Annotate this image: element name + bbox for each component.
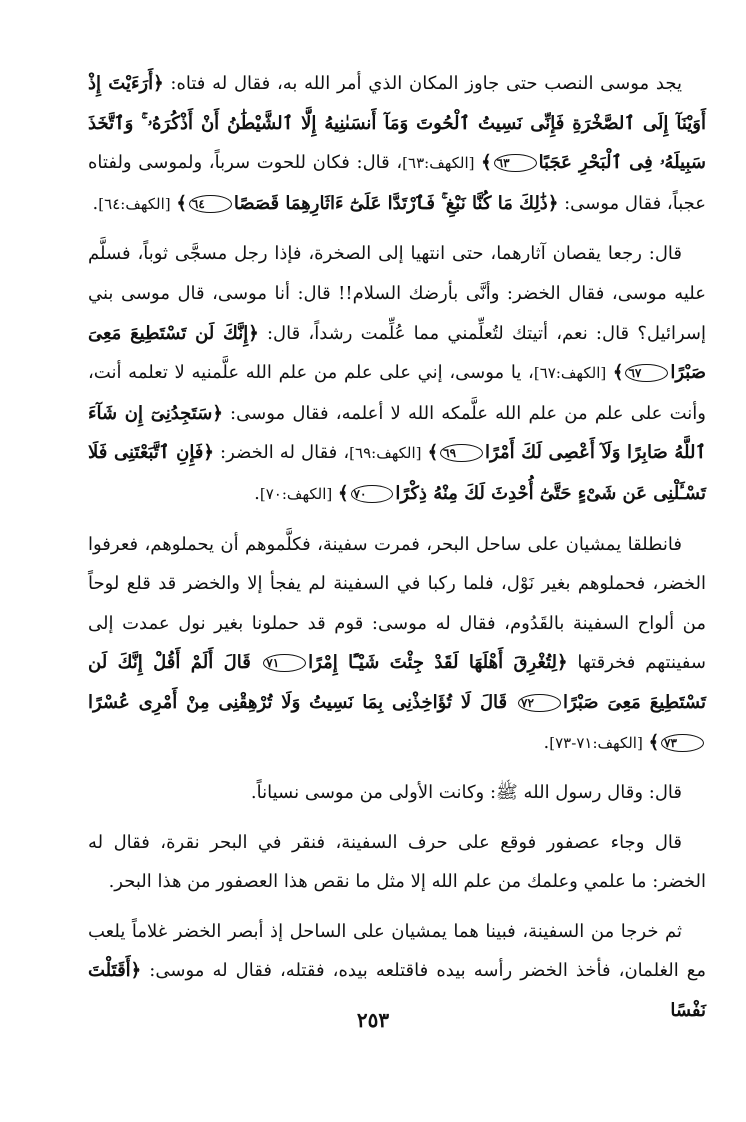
body-text: ثم خرجا من السفينة، فبينا هما يمشيان على الساحل إذ أبصر الخضر غلاماً يلعب مع الغلمان، فأخذ الخضر رأسه بيده فاقتلعه بيده، فقتله، فقال له موسى: [88, 920, 706, 982]
quran-verse: قَالَ لَا تُؤَاخِذْنِى بِمَا نَسِيتُ وَلَا تُرْهِقْنِى مِنْ أَمْرِى عُسْرًا [88, 691, 517, 713]
body-text: قال: رجعا يقصان آثارهما، حتى انتهيا إلى الصخرة، فإذا رجل مسجَّى ثوباً، فسلَّم عليه موسى، فقال الخضر: وأنَّى بأرضك السلام!! قال: أنا موسى، قال موسى بني إسرائيل؟ قال: نعم، أتيتك لتُعلِّمني مما عُلِّمت رشداً، قال: [88, 243, 707, 344]
quran-bracket: ﴾ [337, 482, 349, 504]
body-text: فانطلقا يمشيان على ساحل البحر، فمرت سفينة، فكلَّموهم أن يحملوهم، فعرفوا الخضر، فحملوهم بغير نَوْل، فلما ركبا في السفينة لم يفجأ إلا والخضر قد قلع لوحاً من ألواح السفينة بالقَدُوم، فقال له موسى: قوم قد حملونا بغير نول عمدت إلى سفينتهم فخرقتها [88, 533, 706, 674]
verse-reference: [الكهف:٦٣] [402, 154, 475, 173]
quran-verse: لِتُغْرِقَ أَهْلَهَا لَقَدْ جِئْتَ شَيْـًٔا إِمْرًا [308, 652, 557, 674]
book-page [88, 64, 706, 1024]
quran-bracket: ﴾ [481, 152, 492, 174]
quran-bracket: ﴾ [612, 362, 624, 384]
paragraph [88, 234, 706, 514]
body-text: . [92, 192, 99, 214]
quran-bracket: ﴿ [248, 322, 259, 344]
ayah-number-marker: ٧٣ [661, 734, 704, 752]
body-text: ، يا موسى، إني على علم من علم الله علَّمنيه لا تعلمه أنت، وأنت على علم من علم الله علَّمكه الله لا أعلمه، فقال موسى: [88, 362, 706, 424]
verse-reference: [الكهف:٧٠] [259, 484, 333, 503]
body-text [606, 362, 613, 383]
ayah-number-marker: ٦٧ [625, 364, 668, 382]
body-text: . [543, 731, 550, 753]
verse-reference: [الكهف:٦٤] [98, 194, 171, 213]
paragraph [88, 773, 706, 813]
quran-bracket: ﴿ [203, 442, 214, 464]
ayah-number-marker: ٦٤ [189, 195, 232, 213]
quran-verse: إِنَّكَ لَن تَسْتَطِيعَ مَعِىَ صَبْرًا [88, 322, 706, 384]
ayah-number-marker: ٦٣ [494, 154, 537, 172]
body-text: قال وجاء عصفور فوقع على حرف السفينة، فنقر في البحر نقرة، فقال له الخضر: ما علمي وعلمك من علم الله إلا مثل ما نقص هذا العصفور من هذا البحر. [88, 831, 706, 893]
quran-bracket: ﴿ [557, 652, 568, 674]
verse-reference: [الكهف:٦٩] [349, 444, 422, 463]
quran-verse: أَقَتَلْتَ نَفْسًا [88, 960, 706, 1022]
quran-bracket: ﴾ [648, 731, 660, 753]
quran-verse: فَإِنِ ٱتَّبَعْتَنِى فَلَا تَسْـَٔلْنِى عَن شَىْءٍ حَتَّىٰٓ أُحْدِثَ لَكَ مِنْهُ ذِكْرًا [88, 442, 706, 504]
page-number: ٢٥٣ [356, 1008, 390, 1032]
paragraph [88, 64, 706, 224]
quran-bracket: ﴿ [153, 73, 164, 94]
body-text: . [254, 482, 260, 504]
quran-bracket: ﴿ [547, 192, 559, 214]
quran-bracket: ﴿ [130, 960, 142, 982]
body-text: ، قال: فكان للحوت سرباً، ولموسى ولفتاه عجباً، فقال موسى: [88, 152, 706, 214]
quran-bracket: ﴾ [176, 192, 187, 214]
quran-bracket: ﴿ [212, 402, 223, 424]
quran-verse: ذَٰلِكَ مَا كُنَّا نَبْغِ ۚ فَٱرْتَدَّا عَلَىٰٓ ءَاثَارِهِمَا قَصَصًا [233, 192, 548, 214]
quran-verse: أَرَءَيْتَ إِذْ أَوَيْنَآ إِلَى ٱلصَّخْرَةِ فَإِنِّى نَسِيتُ ٱلْحُوتَ وَمَآ أَنسَىٰنِيهُ إِلَّا ٱلشَّيْطَٰنُ أَنْ أَذْكُرَهُۥ ۚ وَٱتَّخَذَ سَبِيلَهُۥ فِى ٱلْبَحْرِ عَجَبًا [88, 73, 706, 174]
body-text: يجد موسى النصب حتى جاوز المكان الذي أمر الله به، فقال له فتاه: [163, 73, 682, 94]
verse-reference: [الكهف:٧١-٧٣] [549, 733, 643, 752]
verse-reference: [الكهف:٦٧] [533, 364, 607, 383]
quran-verse: سَتَجِدُنِىٓ إِن شَآءَ ٱللَّهُ صَابِرًا وَلَآ أَعْصِى لَكَ أَمْرًا [88, 402, 706, 464]
ayah-number-marker: ٧١ [263, 654, 306, 672]
quran-verse: قَالَ أَلَمْ أَقُلْ إِنَّكَ لَن تَسْتَطِيعَ مَعِىَ صَبْرًا [88, 652, 706, 713]
body-text: قال: وقال رسول الله ﷺ: وكانت الأولى من موسى نسياناً. [250, 782, 682, 804]
ayah-number-marker: ٧٢ [518, 694, 561, 712]
paragraph [88, 525, 706, 764]
paragraph [88, 823, 706, 902]
body-text: ، فقال له الخضر: [213, 442, 350, 464]
quran-bracket: ﴾ [427, 442, 439, 464]
ayah-number-marker: ٦٩ [440, 444, 483, 462]
ayah-number-marker: ٧٠ [351, 485, 394, 503]
